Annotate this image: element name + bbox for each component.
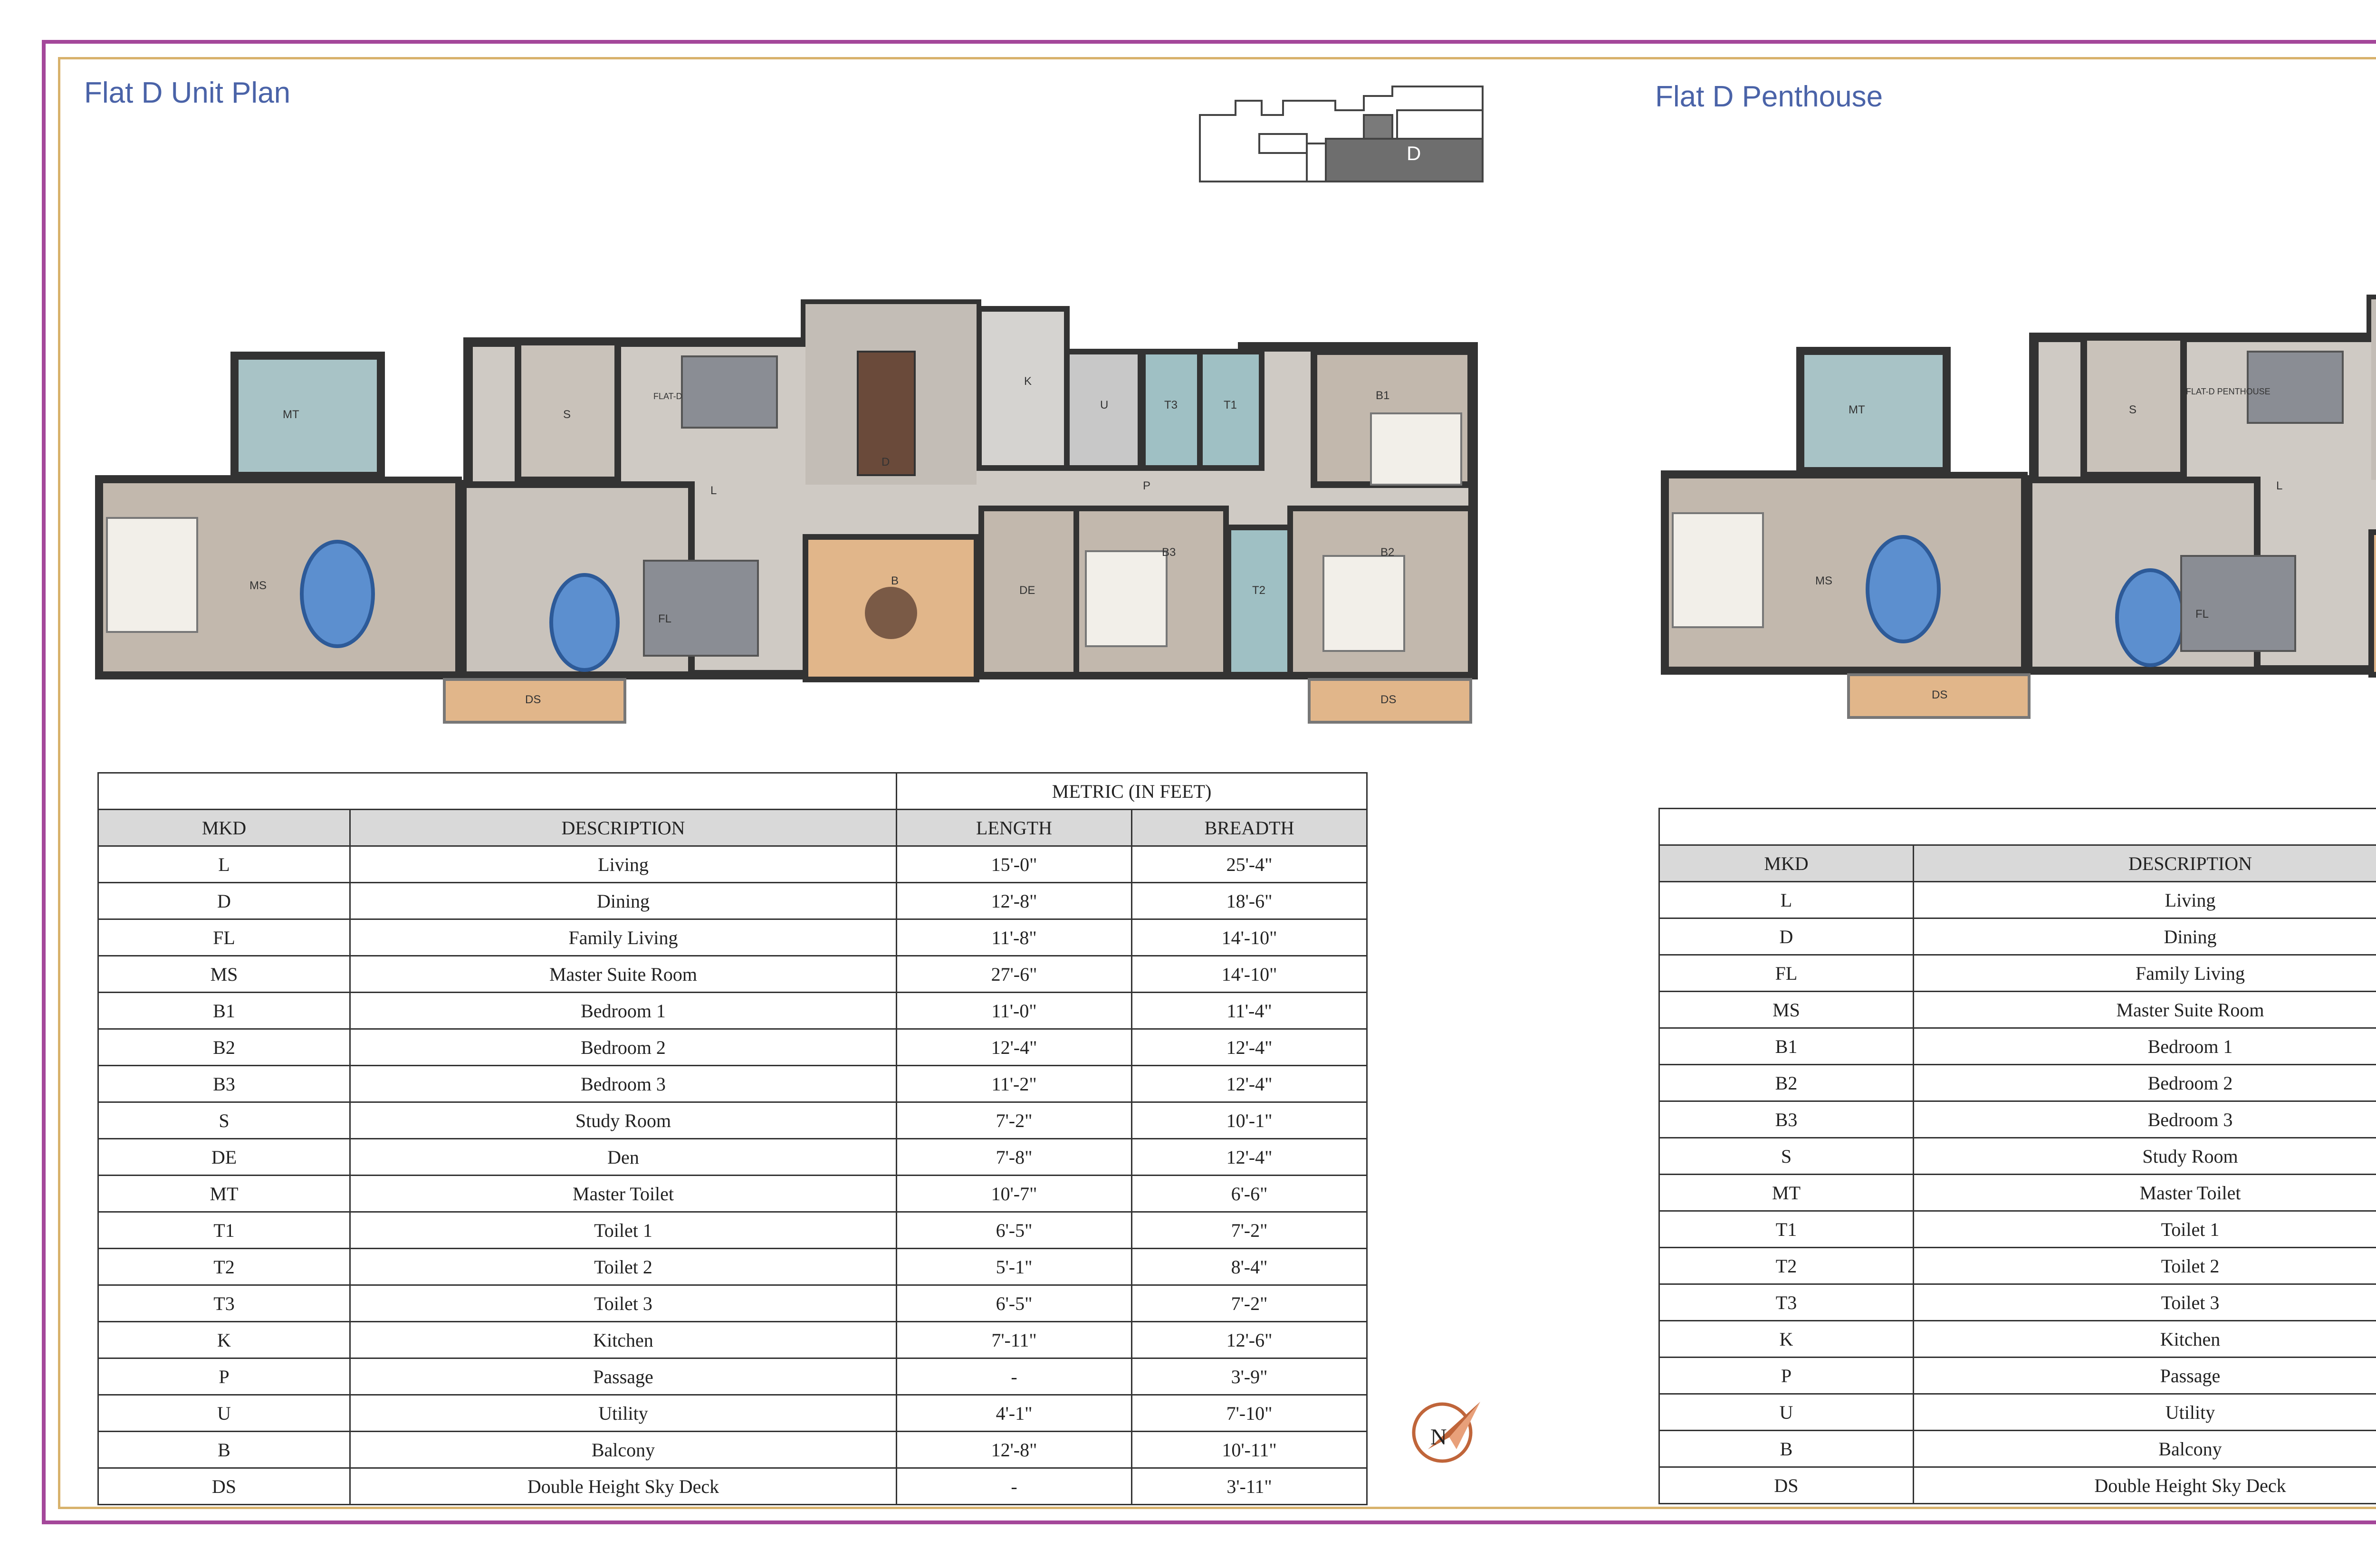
room-label-ms: MS — [249, 579, 267, 592]
cell-description: Study Room — [1914, 1138, 2376, 1175]
room-label-u: U — [1100, 399, 1109, 411]
table-row — [1659, 1467, 2376, 1504]
table-row — [1659, 918, 2376, 955]
table-row — [98, 956, 1367, 993]
cell-mkd: P — [98, 1358, 350, 1395]
room-label-b1: B1 — [1376, 389, 1390, 402]
cell-breadth: 8'-4" — [1132, 1249, 1367, 1285]
cell-length: 5'-1" — [897, 1249, 1132, 1285]
room-label-t3: T3 — [1164, 399, 1178, 411]
cell-description: Master Toilet — [350, 1176, 897, 1212]
table-row — [98, 1285, 1367, 1322]
table-row — [1659, 1138, 2376, 1175]
cell-mkd: B3 — [1659, 1101, 1914, 1138]
cell-length: 12'-8" — [897, 1432, 1132, 1468]
table-row — [98, 1322, 1367, 1358]
cell-length: 6'-5" — [897, 1285, 1132, 1322]
col-header-length: LENGTH — [897, 810, 1132, 846]
table-row — [98, 846, 1367, 883]
cell-mkd: MT — [1659, 1175, 1914, 1211]
col-header-mkd: MKD — [1659, 845, 1914, 882]
page-title: Flat D Unit Plan — [84, 76, 291, 109]
floor-plan — [93, 280, 1480, 732]
cell-description: Living — [350, 846, 897, 883]
room-label-s: S — [2129, 403, 2137, 416]
cell-length: 11'-8" — [897, 919, 1132, 956]
flat-tag: FLAT-D PENTHOUSE — [2186, 387, 2271, 396]
room-label-b2: B2 — [1380, 546, 1395, 559]
compass-letter: N — [1430, 1425, 1447, 1450]
cell-mkd: K — [98, 1322, 350, 1358]
cell-breadth: 10'-11" — [1132, 1432, 1367, 1468]
cell-breadth: 25'-4" — [1132, 846, 1367, 883]
panel-penthouse — [1568, 0, 2376, 1568]
cell-description: Bedroom 2 — [350, 1029, 897, 1066]
cell-breadth: 7'-10" — [1132, 1395, 1367, 1432]
cell-breadth: 7'-2" — [1132, 1285, 1367, 1322]
table-row — [98, 1212, 1367, 1249]
cell-description: Family Living — [1914, 955, 2376, 992]
cell-length: 7'-8" — [897, 1139, 1132, 1176]
cell-mkd: T3 — [1659, 1284, 1914, 1321]
cell-length: - — [897, 1358, 1132, 1395]
cell-breadth: 11'-4" — [1132, 993, 1367, 1029]
table-row — [98, 919, 1367, 956]
cell-description: Toilet 3 — [350, 1285, 897, 1322]
cell-description: Master Suite Room — [350, 956, 897, 993]
cell-description: Double Height Sky Deck — [350, 1468, 897, 1505]
table-row — [1659, 1028, 2376, 1065]
table-row — [98, 993, 1367, 1029]
cell-description: Living — [1914, 882, 2376, 918]
cell-description: Utility — [350, 1395, 897, 1432]
cell-mkd: D — [1659, 918, 1914, 955]
cell-length: 15'-0" — [897, 846, 1132, 883]
cell-breadth: 12'-4" — [1132, 1066, 1367, 1102]
key-plan-label: D — [1407, 142, 1421, 164]
table-row — [98, 1468, 1367, 1505]
room-label-ms: MS — [1815, 574, 1832, 587]
cell-mkd: FL — [1659, 955, 1914, 992]
col-header-description: DESCRIPTION — [350, 810, 897, 846]
table-row — [1659, 1394, 2376, 1431]
cell-mkd: S — [98, 1102, 350, 1139]
table-row — [98, 1176, 1367, 1212]
cell-breadth: 6'-6" — [1132, 1176, 1367, 1212]
cell-length: 12'-4" — [897, 1029, 1132, 1066]
col-header-description: DESCRIPTION — [1914, 845, 2376, 882]
cell-breadth: 3'-11" — [1132, 1468, 1367, 1505]
room-label-d: D — [881, 456, 890, 468]
cell-mkd: P — [1659, 1358, 1914, 1394]
cell-breadth: 10'-1" — [1132, 1102, 1367, 1139]
col-header-mkd: MKD — [98, 810, 350, 846]
cell-breadth: 3'-9" — [1132, 1358, 1367, 1395]
table-row — [98, 1066, 1367, 1102]
room-label-b3: B3 — [1162, 546, 1176, 559]
cell-mkd: T1 — [1659, 1211, 1914, 1248]
area-table — [1658, 808, 2376, 1504]
cell-description: Bedroom 1 — [350, 993, 897, 1029]
cell-mkd: MT — [98, 1176, 350, 1212]
cell-description: Master Suite Room — [1914, 992, 2376, 1028]
col-header-breadth: BREADTH — [1132, 810, 1367, 846]
page-title: Flat D Penthouse — [1655, 80, 1883, 113]
cell-mkd: B2 — [1659, 1065, 1914, 1101]
room-label-p: P — [1143, 479, 1151, 492]
room-label-s: S — [563, 408, 571, 421]
room-label-l: L — [2276, 479, 2283, 492]
cell-mkd: B1 — [1659, 1028, 1914, 1065]
table-row — [98, 1432, 1367, 1468]
room-label-t1: T1 — [1224, 399, 1237, 411]
cell-mkd: U — [1659, 1394, 1914, 1431]
room-label-mt: MT — [283, 408, 299, 421]
cell-description: Toilet 2 — [1914, 1248, 2376, 1284]
cell-mkd: B — [98, 1432, 350, 1468]
flat-tag: FLAT-D — [653, 392, 682, 401]
room-label-fl: FL — [2195, 608, 2209, 621]
cell-mkd: D — [98, 883, 350, 919]
table-metric-header: METRIC (IN FEET) — [897, 773, 1367, 810]
cell-mkd: L — [1659, 882, 1914, 918]
key-plan — [1198, 82, 1487, 186]
cell-breadth: 18'-6" — [1132, 883, 1367, 919]
cell-mkd: T2 — [1659, 1248, 1914, 1284]
table-row — [1659, 1065, 2376, 1101]
cell-description: Bedroom 2 — [1914, 1065, 2376, 1101]
cell-length: 4'-1" — [897, 1395, 1132, 1432]
cell-mkd: B2 — [98, 1029, 350, 1066]
cell-description: Dining — [350, 883, 897, 919]
cell-description: Passage — [1914, 1358, 2376, 1394]
table-row — [1659, 1321, 2376, 1358]
cell-description: Toilet 1 — [1914, 1211, 2376, 1248]
table-header-blank — [98, 773, 897, 810]
cell-mkd: B — [1659, 1431, 1914, 1467]
cell-length: 11'-2" — [897, 1066, 1132, 1102]
cell-mkd: T2 — [98, 1249, 350, 1285]
cell-breadth: 7'-2" — [1132, 1212, 1367, 1249]
cell-description: Study Room — [350, 1102, 897, 1139]
table-row — [98, 1029, 1367, 1066]
table-row — [98, 1102, 1367, 1139]
table-row — [1659, 1431, 2376, 1467]
cell-mkd: FL — [98, 919, 350, 956]
area-table — [97, 772, 1368, 1505]
cell-description: Bedroom 3 — [350, 1066, 897, 1102]
table-row — [98, 883, 1367, 919]
cell-mkd: B1 — [98, 993, 350, 1029]
cell-description: Toilet 3 — [1914, 1284, 2376, 1321]
cell-breadth: 12'-4" — [1132, 1139, 1367, 1176]
table-row — [1659, 1175, 2376, 1211]
cell-description: Kitchen — [350, 1322, 897, 1358]
cell-description: Dining — [1914, 918, 2376, 955]
cell-breadth: 12'-6" — [1132, 1322, 1367, 1358]
table-row — [1659, 1211, 2376, 1248]
room-label-t2: T2 — [1252, 584, 1266, 597]
cell-description: Balcony — [350, 1432, 897, 1468]
cell-mkd: T3 — [98, 1285, 350, 1322]
table-row — [1659, 992, 2376, 1028]
cell-mkd: L — [98, 846, 350, 883]
cell-description: Bedroom 1 — [1914, 1028, 2376, 1065]
cell-mkd: DS — [1659, 1467, 1914, 1504]
cell-description: Den — [350, 1139, 897, 1176]
cell-description: Toilet 1 — [350, 1212, 897, 1249]
cell-description: Family Living — [350, 919, 897, 956]
cell-description: Passage — [350, 1358, 897, 1395]
cell-description: Kitchen — [1914, 1321, 2376, 1358]
room-label-de: DE — [1019, 584, 1035, 597]
table-header-blank — [1659, 809, 2376, 845]
room-label-ds-1: DS — [1932, 688, 1948, 701]
room-label-k: K — [1024, 375, 1032, 388]
room-label-l: L — [710, 484, 717, 497]
table-row — [1659, 882, 2376, 918]
north-compass-icon — [1409, 1397, 1485, 1463]
cell-length: 12'-8" — [897, 883, 1132, 919]
cell-mkd: MS — [1659, 992, 1914, 1028]
table-row — [1659, 1358, 2376, 1394]
table-row — [1659, 955, 2376, 992]
cell-breadth: 12'-4" — [1132, 1029, 1367, 1066]
table-row — [1659, 1101, 2376, 1138]
cell-length: 7'-2" — [897, 1102, 1132, 1139]
table-row — [98, 1249, 1367, 1285]
cell-length: 7'-11" — [897, 1322, 1132, 1358]
cell-description: Double Height Sky Deck — [1914, 1467, 2376, 1504]
cell-length: 11'-0" — [897, 993, 1132, 1029]
room-label-b: B — [891, 574, 899, 587]
cell-mkd: U — [98, 1395, 350, 1432]
table-row — [98, 1395, 1367, 1432]
cell-mkd: K — [1659, 1321, 1914, 1358]
cell-mkd: S — [1659, 1138, 1914, 1175]
cell-length: 6'-5" — [897, 1212, 1132, 1249]
cell-length: 27'-6" — [897, 956, 1132, 993]
cell-breadth: 14'-10" — [1132, 956, 1367, 993]
room-label-fl: FL — [658, 612, 672, 625]
cell-length: 10'-7" — [897, 1176, 1132, 1212]
table-row — [98, 1139, 1367, 1176]
cell-description: Balcony — [1914, 1431, 2376, 1467]
room-label-ds-1: DS — [525, 693, 541, 706]
cell-description: Utility — [1914, 1394, 2376, 1431]
floor-plan — [1658, 276, 2376, 727]
cell-breadth: 14'-10" — [1132, 919, 1367, 956]
room-label-mt: MT — [1849, 403, 1865, 416]
cell-mkd: MS — [98, 956, 350, 993]
table-row — [1659, 1248, 2376, 1284]
cell-mkd: DE — [98, 1139, 350, 1176]
room-label-ds-2: DS — [1380, 693, 1397, 706]
cell-mkd: T1 — [98, 1212, 350, 1249]
table-row — [98, 1358, 1367, 1395]
cell-mkd: B3 — [98, 1066, 350, 1102]
cell-length: - — [897, 1468, 1132, 1505]
table-row — [1659, 1284, 2376, 1321]
cell-description: Master Toilet — [1914, 1175, 2376, 1211]
cell-description: Toilet 2 — [350, 1249, 897, 1285]
cell-mkd: DS — [98, 1468, 350, 1505]
cell-description: Bedroom 3 — [1914, 1101, 2376, 1138]
